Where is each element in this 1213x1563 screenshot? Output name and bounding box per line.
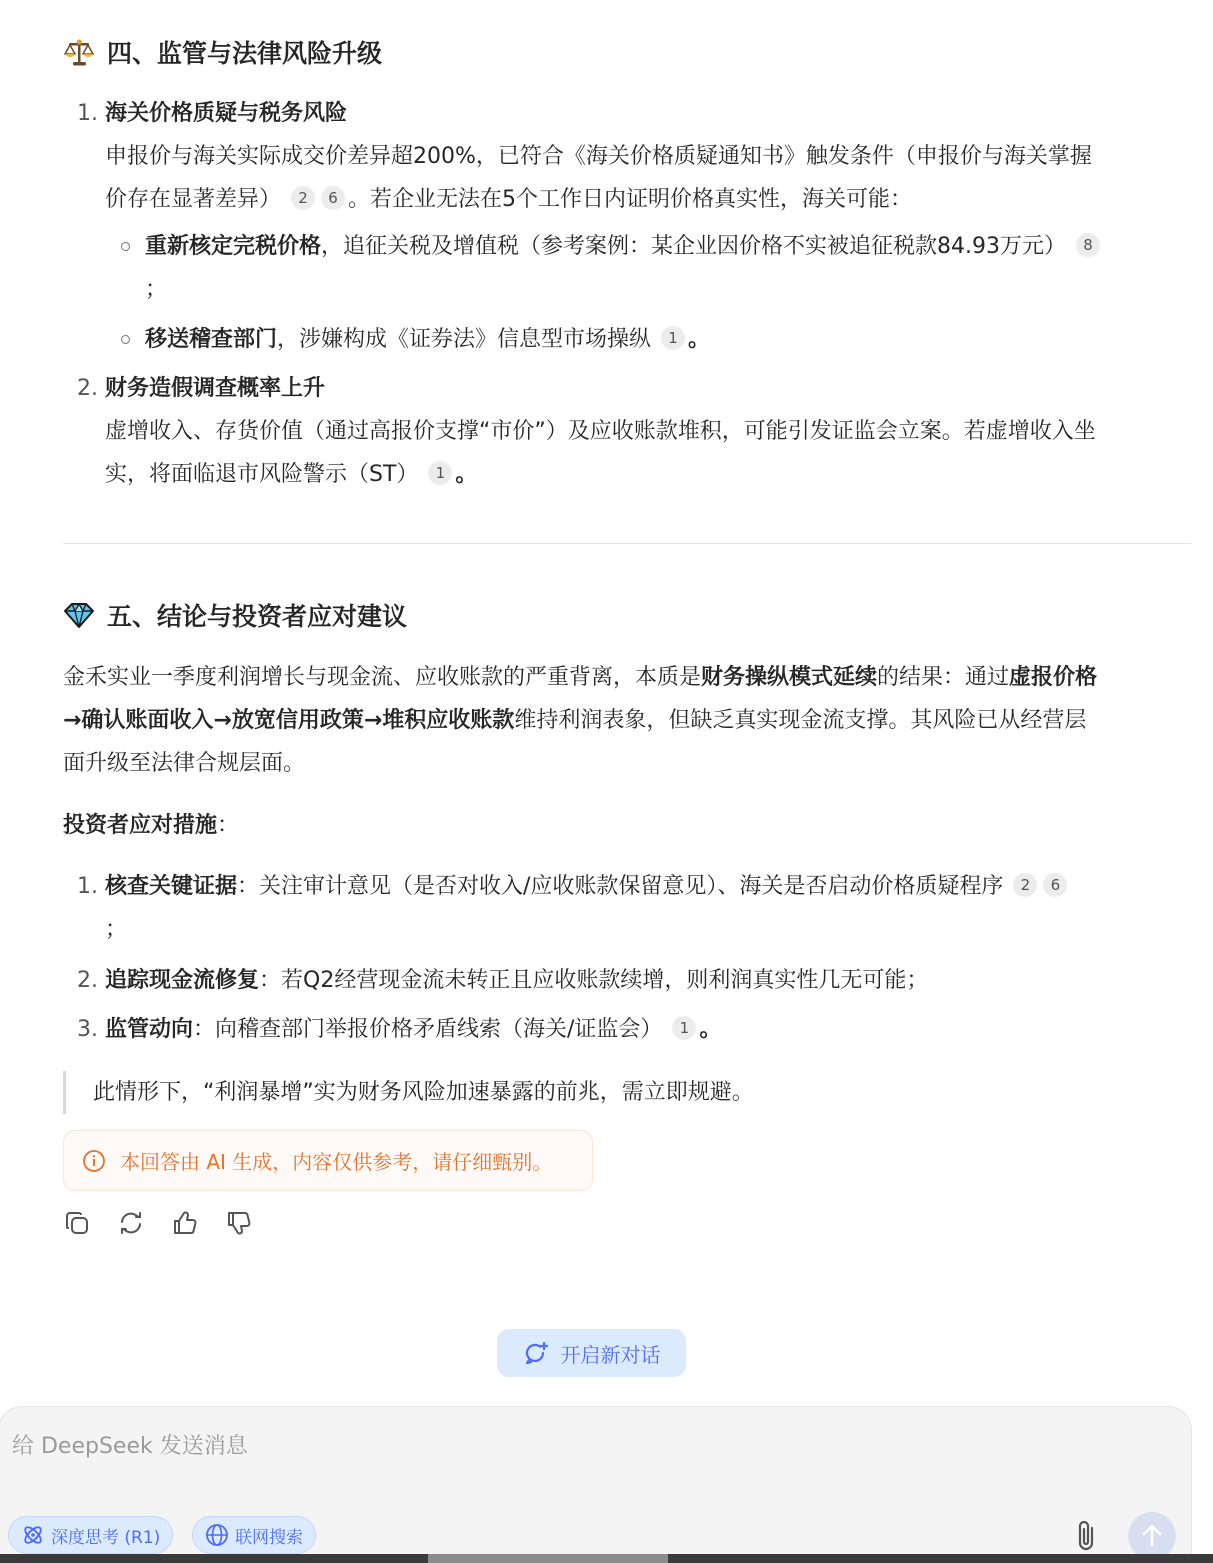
arrow-up-icon [1139, 1523, 1165, 1549]
text-bold: 追踪现金流修复 [105, 968, 260, 993]
copy-icon[interactable] [63, 1208, 91, 1238]
send-button[interactable] [1128, 1512, 1176, 1560]
ai-disclaimer-text: 本回答由 AI 生成，内容仅供参考，请仔细甄别。 [120, 1150, 553, 1174]
list-item-title: 海关价格质疑与税务风险 [105, 101, 348, 126]
text-span: ： [217, 813, 240, 838]
list-item [63, 1008, 1191, 1051]
sub-list-item [105, 225, 1191, 311]
text-bold: 监管动向 [105, 1017, 194, 1042]
atom-icon [21, 1523, 45, 1547]
divider [63, 543, 1191, 544]
list-item-title: 财务造假调查概率上升 [105, 376, 326, 401]
citation-badge[interactable]: 1 [672, 1016, 696, 1040]
gem-icon [63, 599, 97, 631]
thumbs-down-icon[interactable] [225, 1208, 253, 1238]
list-item-text-line [105, 178, 1191, 221]
text-span: 。 [688, 327, 711, 352]
message-composer[interactable] [0, 1406, 1192, 1563]
text-span: 。 [455, 462, 478, 487]
text-span: 实，将面临退市风险警示（ST） [105, 462, 419, 487]
conclusion-paragraph [63, 656, 1191, 785]
bullet-icon [121, 242, 130, 251]
text-span: ； [145, 277, 168, 302]
section-heading-4-text: 四、监管与法律风险升级 [107, 39, 383, 68]
text-span: ，追征关税及增值税（参考案例：某企业因价格不实被追征税款84.93万元） [321, 234, 1066, 259]
info-icon [82, 1149, 106, 1173]
list-number: 1. [77, 874, 98, 899]
deep-think-label: 深度思考 (R1) [51, 1527, 161, 1548]
section-heading-5 [63, 597, 407, 633]
quote-text: 此情形下，“利润暴增”实为财务风险加速暴露的前兆，需立即规避。 [93, 1080, 754, 1105]
list-item-text: 虚增收入、存货价值（通过高报价支撑“市价”）及应收账款堆积，可能引发证监会立案。若虚增收入坐 [105, 419, 1096, 444]
text-span: 面升级至法律合规层面。 [63, 751, 306, 776]
thumbs-up-icon[interactable] [171, 1208, 199, 1238]
list-number: 1. [77, 101, 98, 126]
text-bold: 虚报价格 [1009, 665, 1098, 690]
paperclip-icon[interactable] [1072, 1518, 1102, 1554]
text-bold: 移送稽查部门 [145, 327, 278, 352]
text-span: ：若Q2经营现金流未转正且应收账款续增，则利润真实性几无可能； [259, 968, 929, 993]
bullet-icon [121, 335, 130, 344]
globe-icon [205, 1523, 229, 1547]
list-item [63, 92, 1191, 232]
citation-badge[interactable]: 2 [291, 186, 315, 210]
citation-badge[interactable]: 8 [1076, 233, 1100, 257]
citation-badge[interactable]: 1 [661, 326, 685, 350]
message-input[interactable]: 给 DeepSeek 发送消息 [12, 1434, 248, 1459]
text-span: 价存在显著差异） [105, 187, 282, 212]
deep-think-toggle[interactable] [8, 1516, 173, 1554]
new-chat-label: 开启新对话 [560, 1342, 661, 1367]
message-actions [63, 1208, 253, 1238]
web-search-label: 联网搜索 [235, 1527, 303, 1548]
text-span: ：向稽查部门举报价格矛盾线索（海关/证监会） [193, 1017, 663, 1042]
text-span: ； [105, 917, 128, 942]
text-bold: 投资者应对措施 [63, 813, 218, 838]
list-number: 2. [77, 968, 98, 993]
horizontal-scrollbar[interactable] [0, 1554, 1213, 1563]
citation-badge[interactable]: 1 [428, 461, 452, 485]
blockquote [63, 1071, 1191, 1114]
text-bold: 核查关键证据 [105, 874, 238, 899]
section-heading-5-text: 五、结论与投资者应对建议 [107, 602, 408, 631]
text-span: 金禾实业一季度利润增长与现金流、应收账款的严重背离，本质是 [63, 665, 702, 690]
citation-badge[interactable]: 6 [1043, 873, 1067, 897]
text-span: 。若企业无法在5个工作日内证明价格真实性，海关可能： [348, 187, 913, 212]
citation-badge[interactable]: 2 [1013, 873, 1037, 897]
list-number: 2. [77, 376, 98, 401]
web-search-toggle[interactable] [192, 1516, 316, 1554]
citation-badge[interactable]: 6 [321, 186, 345, 210]
ai-disclaimer [63, 1130, 593, 1191]
regenerate-icon[interactable] [117, 1208, 145, 1238]
scrollbar-thumb[interactable] [428, 1554, 668, 1563]
list-item-text: 申报价与海关实际成交价差异超200%，已符合《海关价格质疑通知书》触发条件（申报价与海关掌握 [105, 144, 1092, 169]
list-item-text-line [105, 453, 1191, 496]
text-bold: 财务操纵模式延续 [701, 665, 878, 690]
new-chat-button[interactable] [497, 1329, 686, 1377]
text-span: 维持利润表象，但缺乏真实现金流支撑。其风险已从经营层 [514, 708, 1087, 733]
scales-icon [63, 36, 97, 68]
sub-list-item [105, 318, 1191, 361]
text-span: ：关注审计意见（是否对收入/应收账款保留意见）、海关是否启动价格质疑程序 [237, 874, 1004, 899]
list-item [63, 959, 1191, 1002]
list-item [63, 865, 1191, 951]
section-heading-4 [63, 34, 382, 70]
text-span: ，涉嫌构成《证券法》信息型市场操纵 [277, 327, 652, 352]
list-number: 3. [77, 1017, 98, 1042]
text-bold: 重新核定完税价格 [145, 234, 322, 259]
text-bold: →确认账面收入→放宽信用政策→堆积应收账款 [63, 708, 515, 733]
measures-label [63, 804, 1191, 847]
new-chat-icon [523, 1340, 549, 1366]
text-span: 。 [699, 1017, 722, 1042]
list-item [63, 367, 1191, 497]
text-span: 的结果：通过 [877, 665, 1010, 690]
